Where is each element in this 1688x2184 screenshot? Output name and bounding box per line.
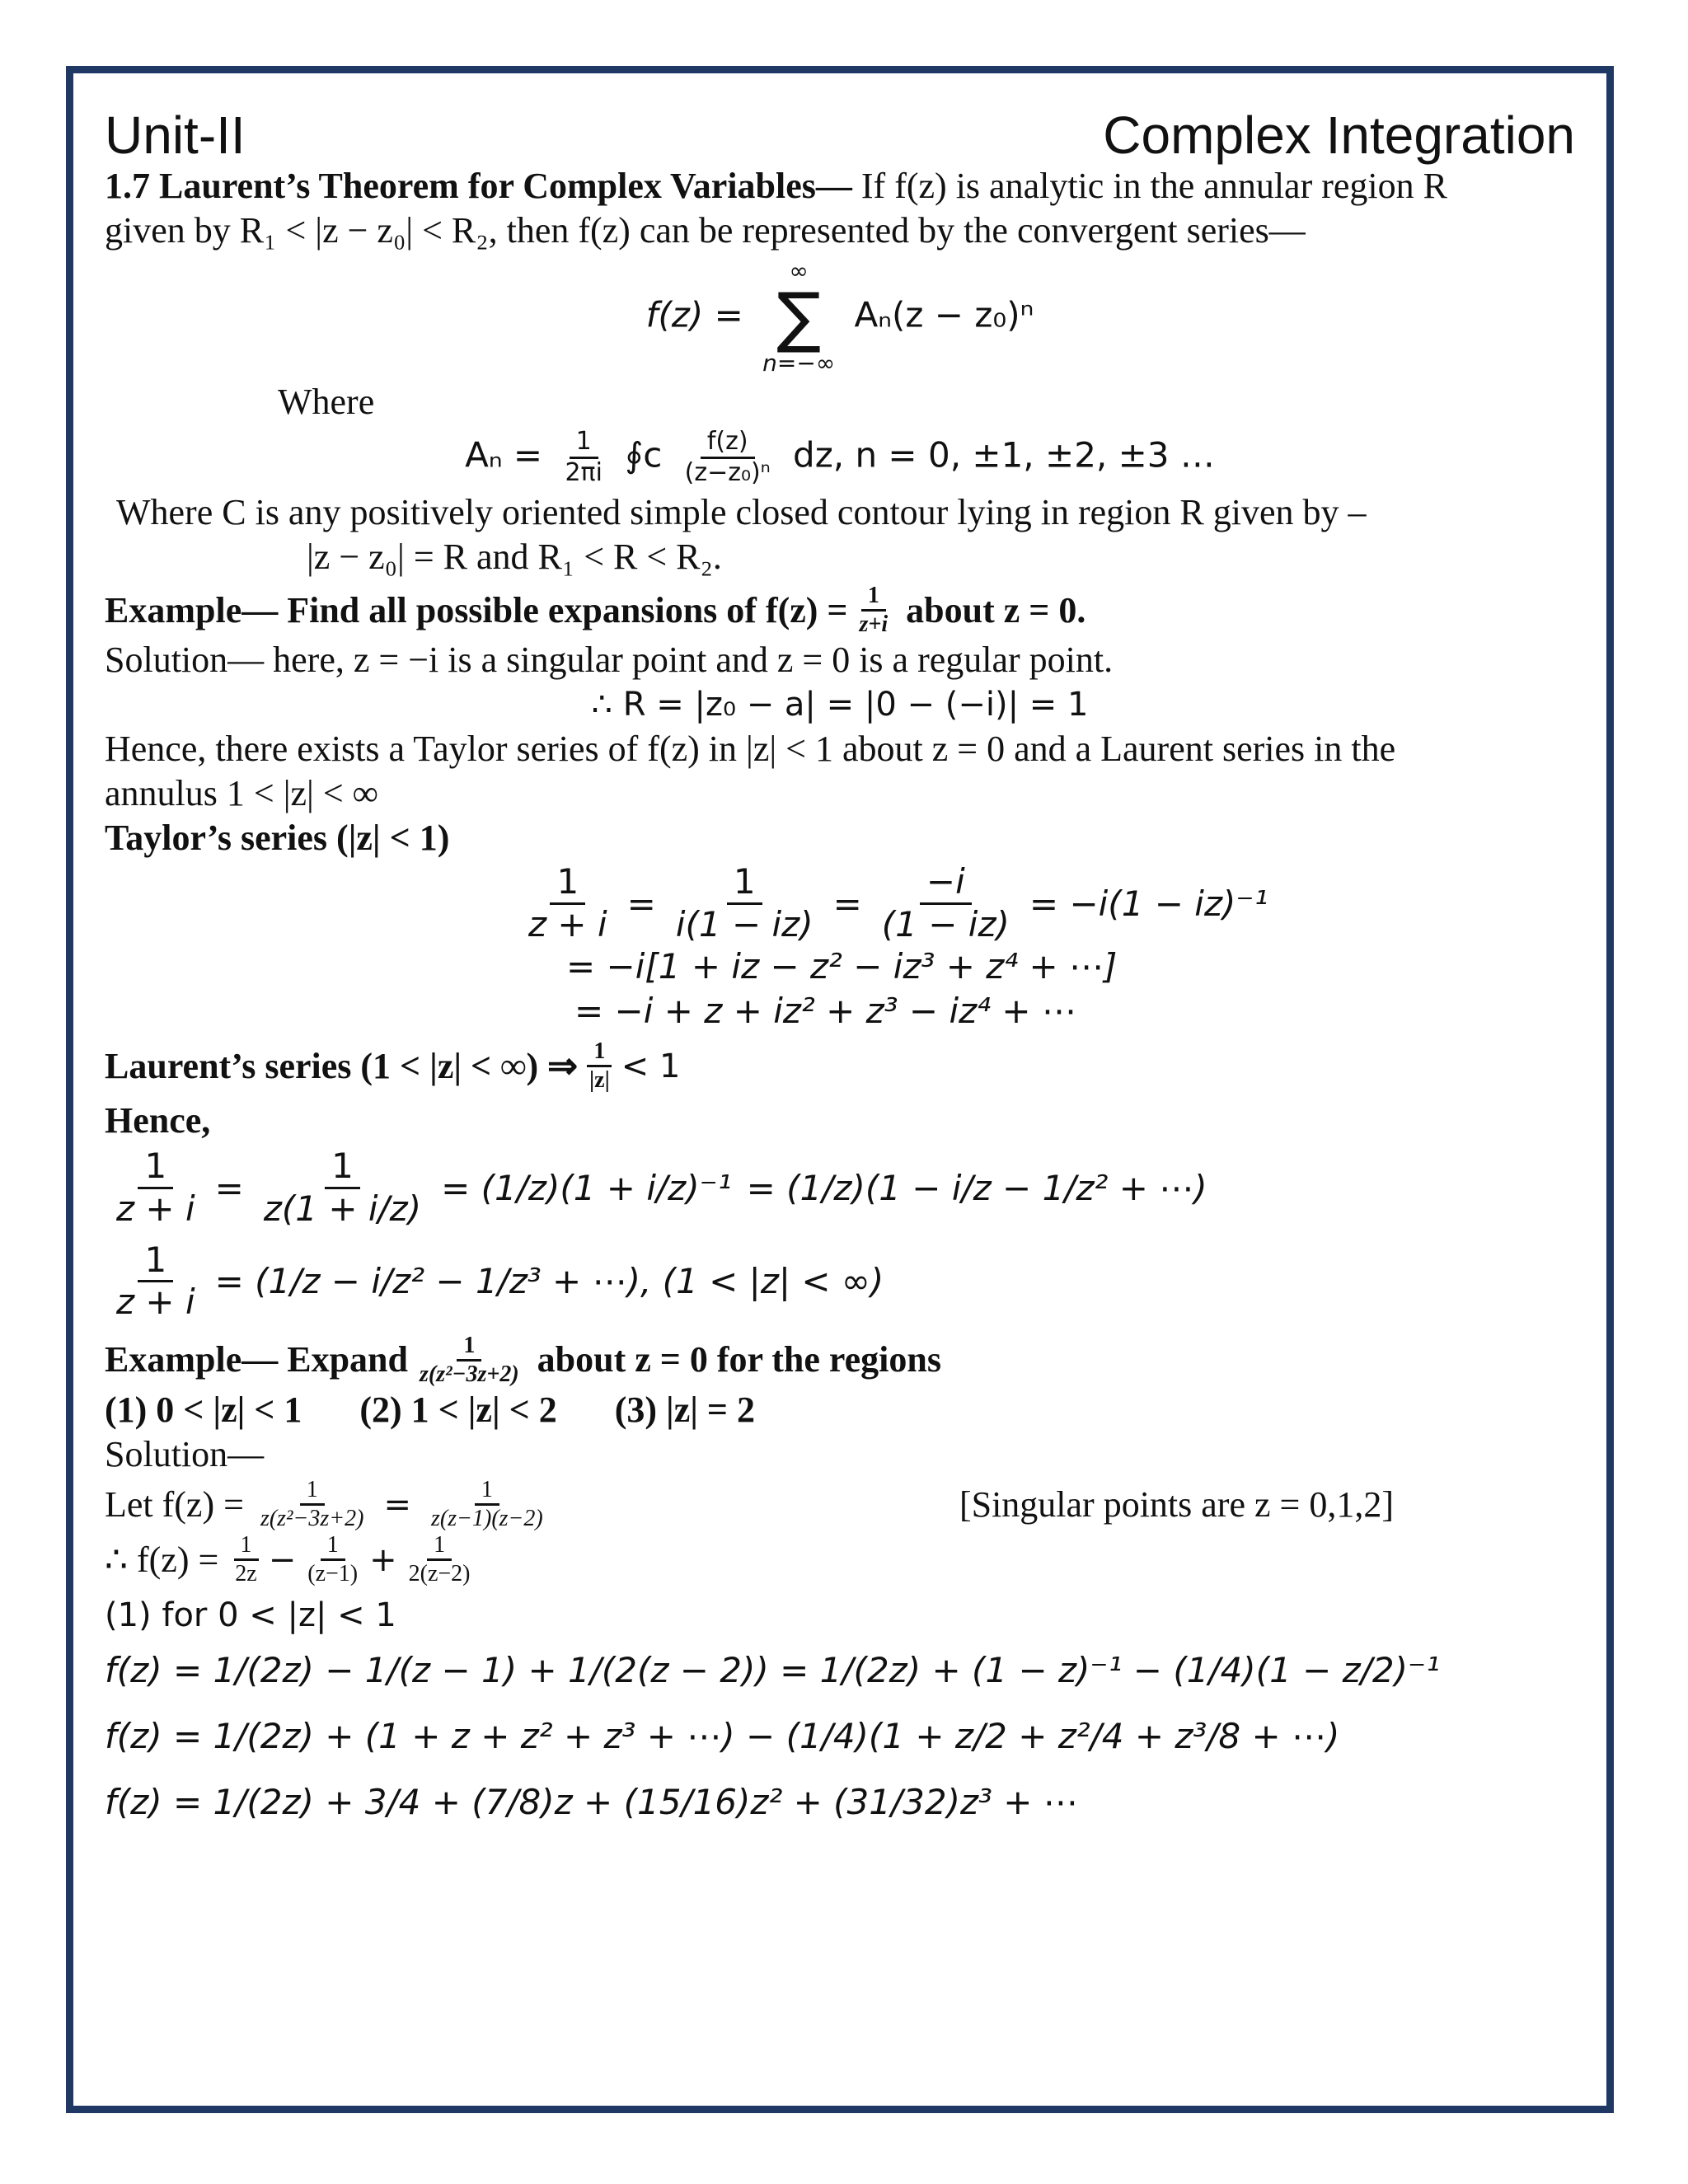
- taylor-frac-3: [875, 862, 1016, 944]
- hence-line: Hence, there exists a Taylor series of f(z) in |z| < 1 about z = 0 and a Laurent series in the: [105, 729, 1396, 770]
- example1-heading-text: Example— Find all possible expansions of f(z) =: [105, 589, 848, 630]
- l2lhs-den: z + i: [116, 1282, 195, 1323]
- taylor-heading: Taylor’s series (|z| < 1): [105, 818, 450, 859]
- radius-line: ∴ R = |z₀ − a| = |0 − (−i)| = 1: [591, 686, 1089, 724]
- laurent-heading: [105, 1038, 1575, 1094]
- equals-sign: =: [214, 1167, 244, 1208]
- theorem-heading: 1.7 Laurent’s Theorem for Complex Variables—: [105, 166, 852, 206]
- let1-den: z(z²−3z+2): [260, 1506, 364, 1532]
- where-contour-text: Where C is any positively oriented simple closed contour lying in region R given by –: [116, 492, 1367, 532]
- pf-frac-3: [402, 1532, 477, 1587]
- t3-num: −i: [920, 862, 972, 904]
- sigma-glyph: ∑: [776, 279, 822, 355]
- hence-label: Hence,: [105, 1100, 211, 1141]
- page-content: [105, 106, 1575, 2073]
- laurent-frac-1: [110, 1146, 202, 1229]
- partial-fraction-line: [105, 1532, 1575, 1587]
- an-coef-num: 1: [570, 428, 598, 459]
- ex1-num: 1: [861, 583, 886, 612]
- let-frac-1: [254, 1477, 371, 1532]
- case1-line-1: f(z) = 1/(2z) − 1/(z − 1) + 1/(2(z − 2)) = 1/(2z) + (1 − z)⁻¹ − (1/4)(1 − z/2)⁻¹: [105, 1649, 1440, 1690]
- taylor-tail: = −i(1 − iz)⁻¹: [1029, 883, 1268, 924]
- example1-solution: Solution— here, z = −i is a singular point and z = 0 is a regular point.: [105, 640, 1114, 681]
- example2-heading-tail: about z = 0 for the regions: [537, 1339, 941, 1380]
- singular-points-note: [Singular points are z = 0,1,2]: [959, 1483, 1394, 1525]
- ex2-den: z(z²−3z+2): [419, 1361, 519, 1387]
- laurent-series-equation: [105, 258, 1575, 377]
- an-coef-den: 2πi: [565, 457, 603, 487]
- let-line: [105, 1477, 1575, 1532]
- example2-function-fraction: [413, 1333, 526, 1388]
- example1-heading: [105, 583, 1575, 638]
- t2-num: 1: [727, 862, 762, 904]
- laurent-term-4: = (1/z)(1 − i/z − 1/z² + ⋯): [746, 1167, 1207, 1208]
- contour-condition: |z − z₀| = R and R₁ < R < R₂.: [307, 537, 722, 577]
- an-tail: dz, n = 0, ±1, ±2, ±3 …: [793, 434, 1215, 476]
- t1-den: z + i: [528, 903, 607, 944]
- an-coef-fraction: [558, 428, 608, 487]
- t1-num: 1: [550, 862, 585, 904]
- sum-lower: n=−∞: [762, 349, 836, 377]
- case1-line-2: f(z) = 1/(2z) + (1 + z + z² + z³ + ⋯) − (1/4)(1 + z/2 + z²/4 + z³/8 + ⋯): [105, 1715, 1340, 1756]
- page-header: [105, 106, 1575, 164]
- example2-solution: Solution—: [105, 1433, 265, 1474]
- laurent-result: = (1/z − i/z² − 1/z³ + ⋯), (1 < |z| < ∞): [214, 1261, 884, 1302]
- lc-num: 1: [587, 1038, 612, 1067]
- laurent-heading-text: Laurent’s series (1 < |z| < ∞) ⇒: [105, 1045, 578, 1086]
- unit-label: Unit-II: [105, 105, 246, 165]
- laurent-frac-2: [257, 1146, 428, 1229]
- pf1-den: 2z: [235, 1561, 257, 1587]
- pf-lhs: ∴ f(z) =: [105, 1539, 219, 1580]
- let-equation: [105, 1477, 555, 1532]
- pf3-den: 2(z−2): [408, 1561, 471, 1587]
- laurent-lhs-fraction: [110, 1240, 202, 1323]
- taylor-frac-2: [669, 862, 820, 944]
- region-2: (2) 1 < |z| < 2: [359, 1389, 557, 1430]
- l1-num: 1: [138, 1146, 173, 1188]
- page-border: [66, 66, 1614, 2113]
- equals-sign: =: [383, 1485, 411, 1524]
- taylor-line-3: = −i + z + iz² + z³ − iz⁴ + ⋯: [574, 990, 1076, 1031]
- equals-sign: =: [832, 883, 862, 924]
- an-int-den: (z−z₀)ⁿ: [684, 457, 771, 487]
- laurent-term-3: = (1/z)(1 + i/z)⁻¹: [441, 1167, 732, 1208]
- pf2-num: 1: [321, 1532, 345, 1561]
- plus-sign: +: [369, 1540, 397, 1579]
- region-3: (3) |z| = 2: [614, 1389, 756, 1430]
- l2lhs-num: 1: [138, 1240, 173, 1282]
- equals-sign: =: [626, 883, 656, 924]
- l2-num: 1: [325, 1146, 360, 1188]
- pf1-num: 1: [234, 1532, 259, 1561]
- theorem-line-2: given by R₁ < |z − z₀| < R₂, then f(z) can be represented by the convergent series—: [105, 210, 1306, 251]
- minus-sign: −: [268, 1540, 297, 1579]
- let1-num: 1: [300, 1477, 325, 1506]
- case1-heading: (1) for 0 < |z| < 1: [105, 1596, 396, 1634]
- regions-list: [105, 1388, 1575, 1432]
- chapter-title: Complex Integration: [1103, 105, 1575, 165]
- contour-integral: ∮c: [625, 434, 663, 476]
- taylor-frac-1: [522, 862, 614, 944]
- an-lhs: Aₙ =: [465, 434, 543, 476]
- pf3-num: 1: [427, 1532, 452, 1561]
- example2-heading: [105, 1333, 1575, 1388]
- laurent-condition-fraction: [583, 1038, 617, 1094]
- taylor-line-1: [105, 862, 1575, 944]
- region-1: (1) 0 < |z| < 1: [105, 1389, 302, 1430]
- lc-den: |z|: [589, 1067, 610, 1094]
- t3-den: (1 − iz): [881, 903, 1010, 944]
- sum-upper: ∞: [789, 257, 809, 284]
- annulus-line: annulus 1 < |z| < ∞: [105, 773, 379, 814]
- example2-heading-text: Example— Expand: [105, 1339, 408, 1380]
- an-int-num: f(z): [701, 428, 755, 459]
- let-lhs: Let f(z) =: [105, 1483, 244, 1525]
- pf2-den: (z−1): [307, 1561, 359, 1587]
- case1-line-3: f(z) = 1/(2z) + 3/4 + (7/8)z + (15/16)z² + (31/32)z³ + ⋯: [105, 1781, 1078, 1822]
- an-integrand-fraction: [678, 428, 777, 487]
- t2-den: i(1 − iz): [675, 903, 814, 944]
- theorem-text-1: If f(z) is analytic in the annular region R: [851, 166, 1447, 206]
- series-lhs: f(z) =: [645, 294, 743, 335]
- ex2-num: 1: [457, 1333, 481, 1361]
- example1-function-fraction: [853, 583, 895, 638]
- ex1-den: z+i: [859, 612, 889, 638]
- sum-symbol: [762, 258, 835, 377]
- taylor-line-2: = −i[1 + iz − z² − iz³ + z⁴ + ⋯]: [566, 945, 1118, 987]
- where-label-1: Where: [278, 382, 375, 422]
- l2-den: z(1 + i/z): [263, 1188, 422, 1229]
- theorem-line-1: [105, 164, 1575, 209]
- laurent-condition-tail: < 1: [621, 1047, 681, 1085]
- laurent-line-2: [105, 1240, 1575, 1323]
- series-rhs: Aₙ(z − z₀)ⁿ: [854, 294, 1034, 335]
- let2-den: z(z−1)(z−2): [430, 1506, 543, 1532]
- let-frac-2: [424, 1477, 550, 1532]
- pf-frac-2: [301, 1532, 364, 1587]
- coefficient-equation: [105, 428, 1575, 487]
- pf-frac-1: [228, 1532, 263, 1587]
- let2-num: 1: [475, 1477, 499, 1506]
- laurent-line-1: [105, 1146, 1575, 1229]
- example1-heading-tail: about z = 0.: [906, 589, 1086, 630]
- l1-den: z + i: [116, 1188, 195, 1229]
